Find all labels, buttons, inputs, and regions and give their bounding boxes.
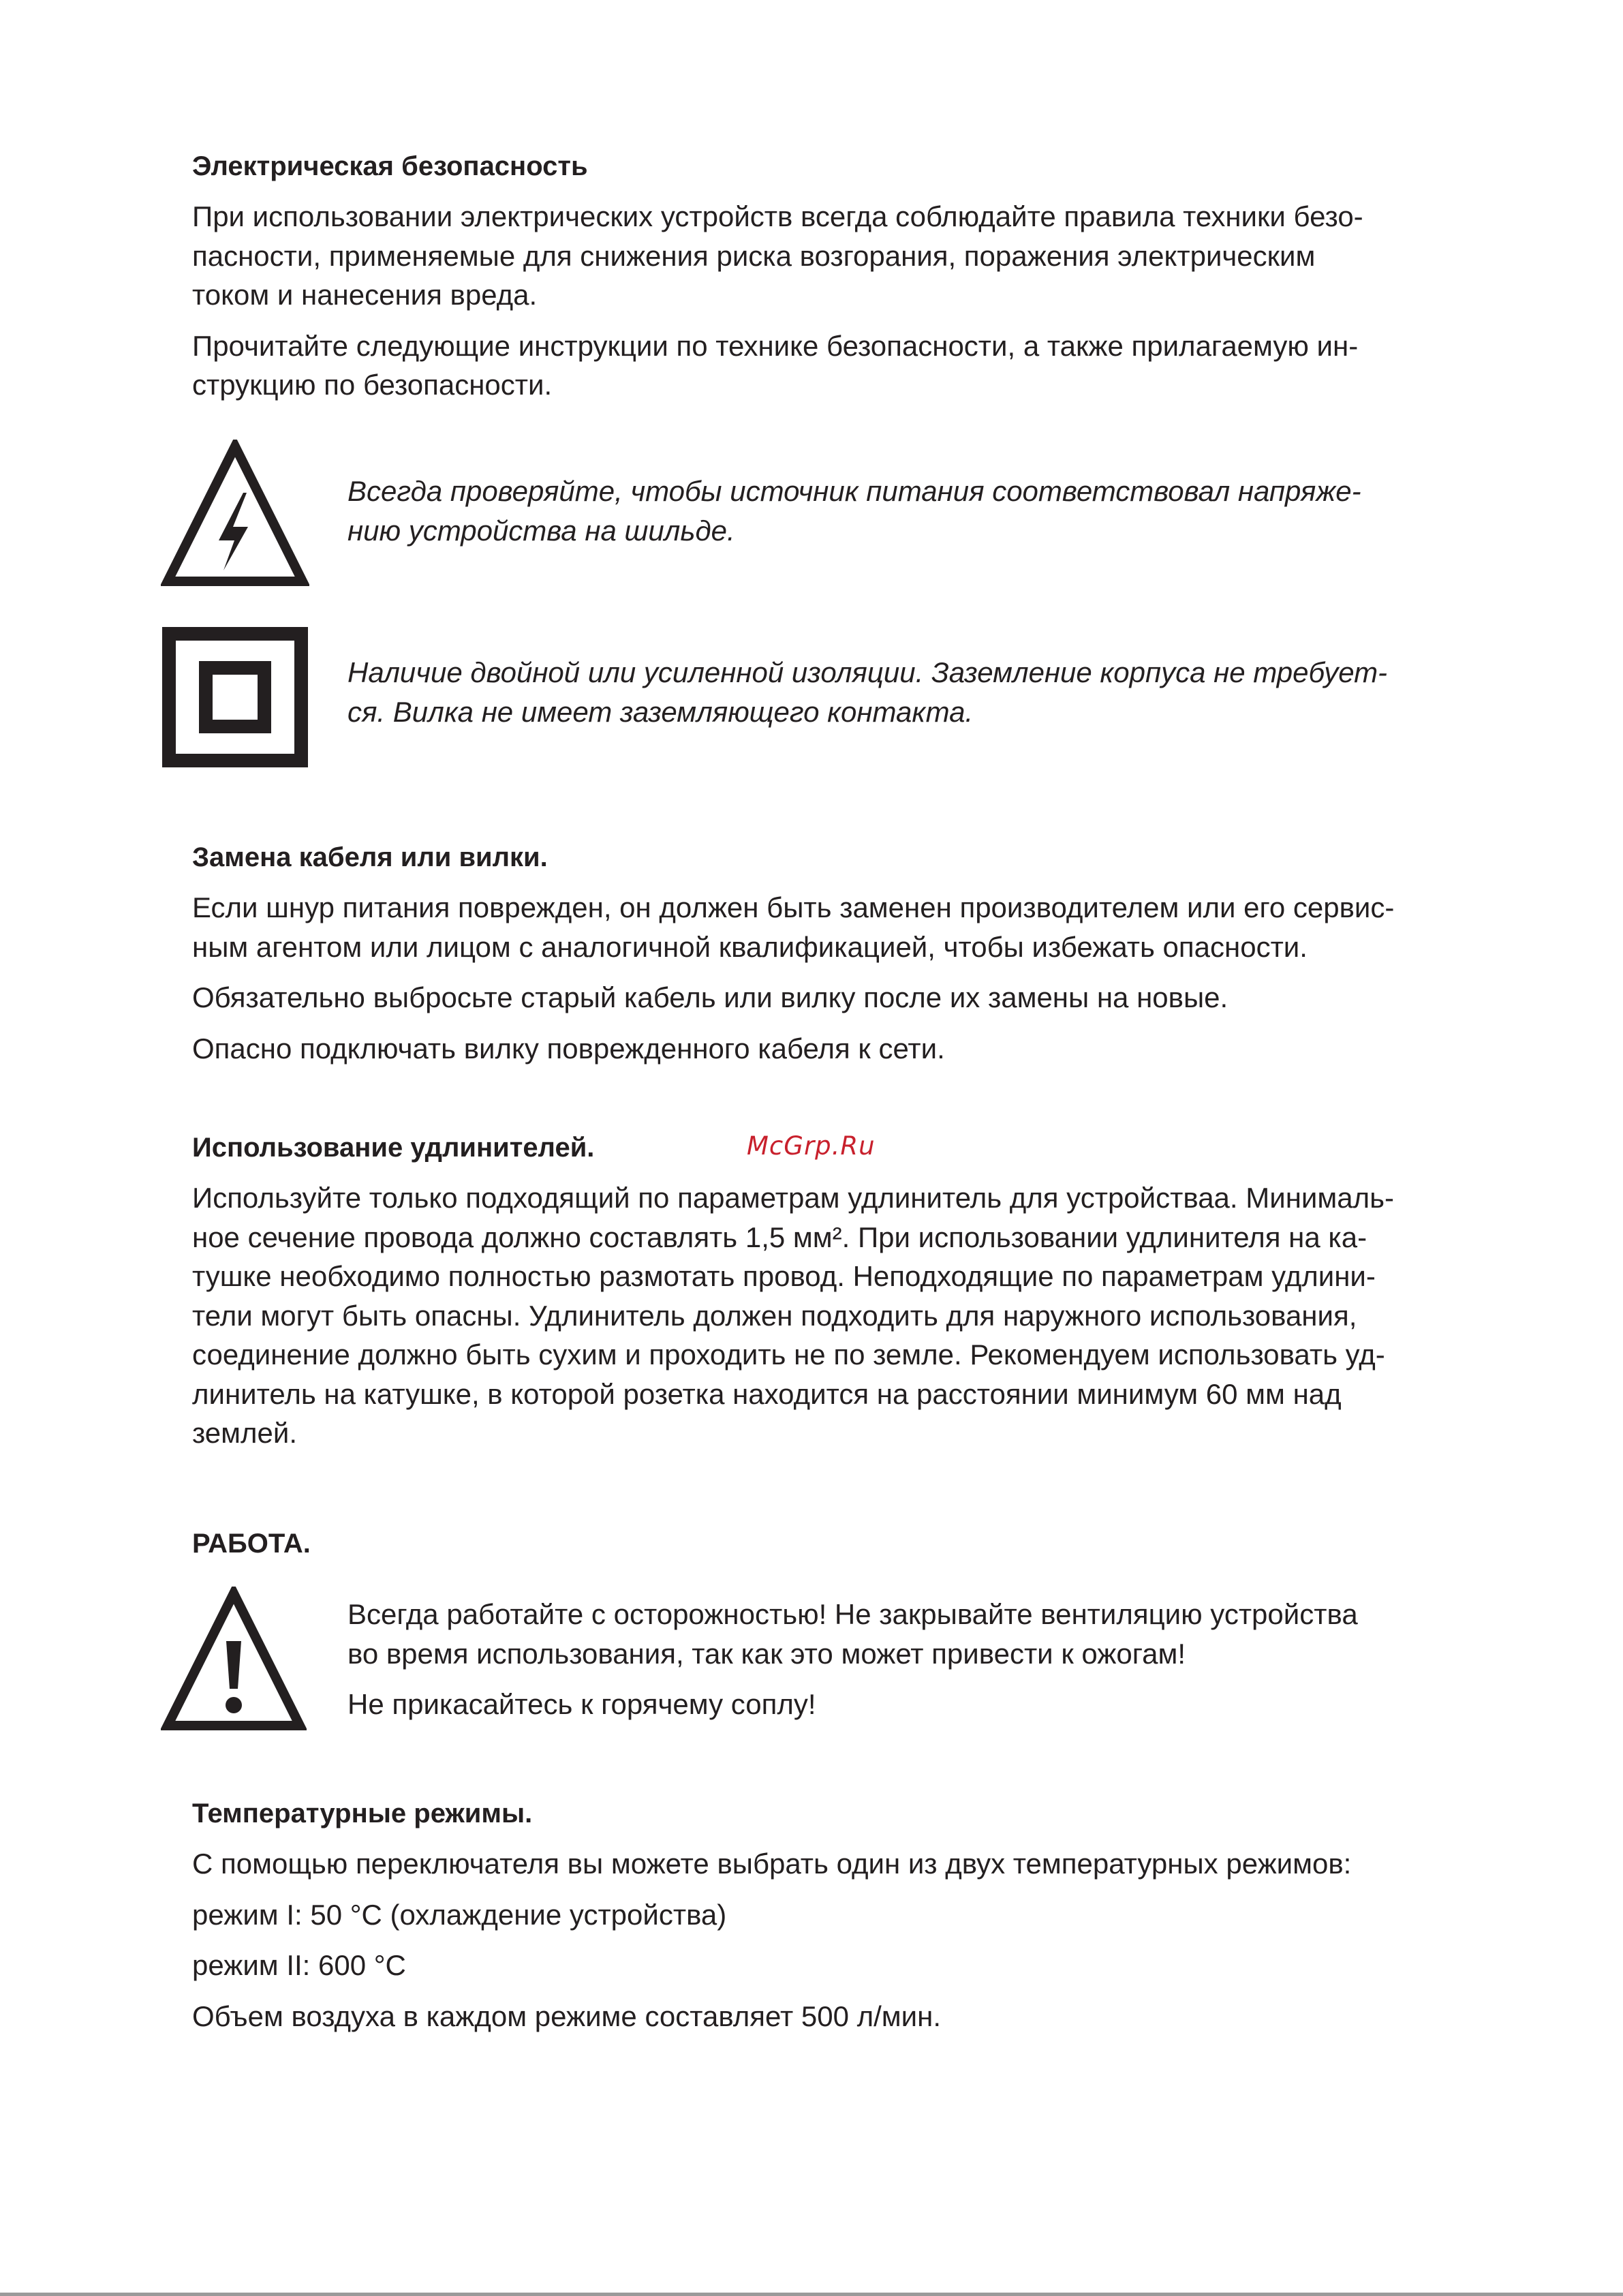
text-line: С помощью переключателя вы можете выбрать один из двух температурных режимов: (192, 1848, 1352, 1880)
text-line: тели могут быть опасны. Удлинитель должен подходить для наружного использования, (192, 1299, 1357, 1332)
text-line: Используйте только подходящий по параметрам удлинитель для устройстваа. Минималь- (192, 1182, 1394, 1214)
general-warning-icon (161, 1587, 307, 1734)
section-extension-cords (192, 1129, 1473, 1453)
text-line: режим II: 600 °C (192, 1949, 406, 1981)
section-title: Электрическая безопасность (192, 151, 588, 181)
text-line: линитель на катушке, в которой розетка находится на расстоянии минимум 60 мм над (192, 1377, 1342, 1410)
note-voltage (347, 472, 1472, 550)
text-line: тушке необходимо полностью размотать провод. Неподходящие по параметрам удлини- (192, 1260, 1376, 1292)
section-temperature-modes (192, 1794, 1473, 2036)
section-title: Замена кабеля или вилки. (192, 842, 548, 872)
work-notes (347, 1595, 1472, 1724)
high-voltage-warning-icon (161, 440, 309, 590)
note-line: ся. Вилка не имеет заземляющего контакта. (347, 695, 974, 728)
text-line: землей. (192, 1417, 298, 1449)
section-cable-replacement (192, 838, 1473, 1068)
note-insulation (347, 653, 1472, 731)
section-title: РАБОТА. (192, 1529, 311, 1559)
text-line: пасности, применяемые для снижения риска возгорания, поражения электрическим (192, 239, 1316, 272)
text-line: режим I: 50 °C (охлаждение устройства) (192, 1898, 727, 1931)
page-bottom-border (0, 2293, 1623, 2296)
text-line: струкцию по безопасности. (192, 369, 553, 401)
double-insulation-icon (162, 627, 308, 767)
text-line: во время использования, так как это может привести к ожогам! (347, 1637, 1186, 1670)
text-line: ным агентом или лицом с аналогичной квалификацией, чтобы избежать опасности. (192, 930, 1308, 963)
watermark: McGrp.Ru (747, 1131, 876, 1161)
section-electrical-safety (192, 147, 1473, 405)
text-line: Прочитайте следующие инструкции по технике безопасности, а также прилагаемую ин- (192, 329, 1359, 362)
section-work (192, 1525, 1473, 1563)
text-line: током и нанесения вреда. (192, 279, 538, 311)
section-title: Температурные режимы. (192, 1798, 533, 1828)
text-line: Не прикасайтесь к горячему соплу! (347, 1688, 816, 1720)
section-title: Использование удлинителей. (192, 1133, 595, 1163)
text-line: ное сечение провода должно составлять 1,5 мм². При использовании удлинителя на ка- (192, 1221, 1367, 1253)
text-line: При использовании электрических устройств всегда соблюдайте правила техники безо- (192, 200, 1363, 232)
text-line: соединение должно быть сухим и проходить не по земле. Рекомендуем использовать уд- (192, 1338, 1385, 1371)
text-line: Обязательно выбросьте старый кабель или вилку после их замены на новые. (192, 981, 1228, 1013)
note-line: Всегда проверяйте, чтобы источник питания соответствовал напряже- (347, 475, 1361, 507)
text-line: Объем воздуха в каждом режиме составляет 500 л/мин. (192, 2000, 941, 2032)
text-line: Опасно подключать вилку поврежденного кабеля к сети. (192, 1032, 945, 1065)
note-line: нию устройства на шильде. (347, 514, 735, 547)
note-line: Наличие двойной или усиленной изоляции. Заземление корпуса не требует- (347, 656, 1388, 688)
text-line: Всегда работайте с осторожностью! Не закрывайте вентиляцию устройства (347, 1598, 1358, 1630)
text-line: Если шнур питания поврежден, он должен быть заменен производителем или его сервис- (192, 891, 1395, 923)
